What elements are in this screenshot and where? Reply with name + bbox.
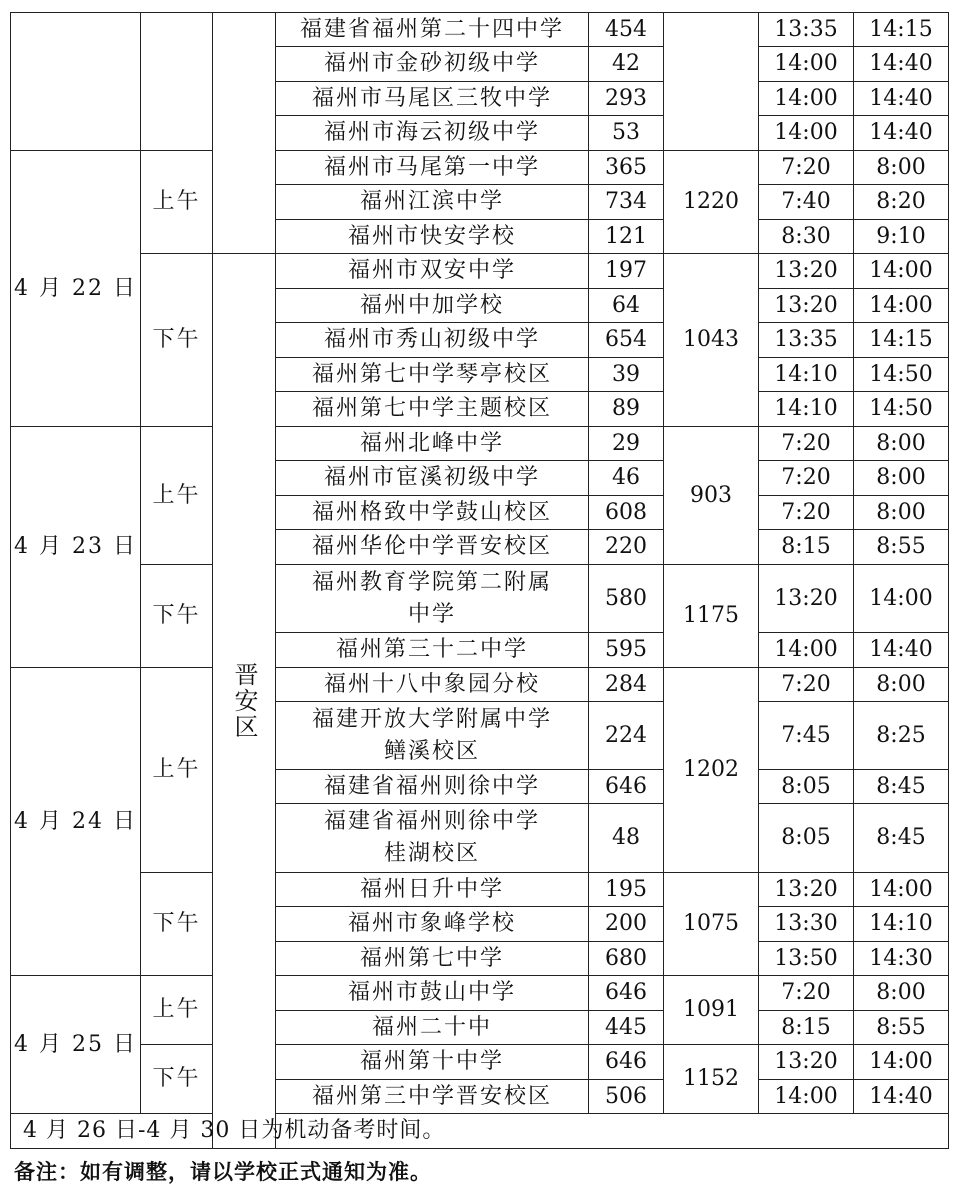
start-time: 14:10 <box>759 392 854 427</box>
school-name: 福州市马尾第一中学 <box>276 151 589 185</box>
school-name: 福州中加学校 <box>276 289 589 323</box>
school-name: 福州第三中学晋安校区 <box>276 1080 589 1114</box>
student-count: 48 <box>589 804 664 873</box>
end-time: 14:40 <box>854 47 949 82</box>
student-count: 195 <box>589 873 664 907</box>
end-time: 8:25 <box>854 702 949 770</box>
school-name: 福州江滨中学 <box>276 185 589 220</box>
school-name-multiline <box>276 804 589 873</box>
end-time: 14:40 <box>854 116 949 151</box>
end-time: 14:00 <box>854 873 949 907</box>
end-time: 14:30 <box>854 942 949 976</box>
end-time: 14:40 <box>854 1080 949 1114</box>
school-name: 福州十八中象园分校 <box>276 668 589 702</box>
school-name-line2: 中学 <box>407 601 456 627</box>
start-time: 8:30 <box>759 220 854 254</box>
subtotal-cell: 1175 <box>664 565 759 668</box>
subtotal-cell-continued <box>664 13 759 151</box>
school-name: 福州市象峰学校 <box>276 907 589 942</box>
period-cell: 上午 <box>141 427 213 565</box>
student-count: 220 <box>589 530 664 565</box>
school-name: 福州市马尾区三牧中学 <box>276 82 589 116</box>
subtotal-cell: 1152 <box>664 1045 759 1114</box>
student-count: 29 <box>589 427 664 461</box>
student-count: 46 <box>589 461 664 496</box>
school-name: 福州华伦中学晋安校区 <box>276 530 589 565</box>
student-count: 53 <box>589 116 664 151</box>
school-name-line1: 福建省福州则徐中学 <box>323 809 540 834</box>
start-time: 7:20 <box>759 427 854 461</box>
student-count: 454 <box>589 13 664 47</box>
start-time: 13:35 <box>759 13 854 47</box>
school-name-line2: 桂湖校区 <box>383 841 480 866</box>
start-time: 7:40 <box>759 185 854 220</box>
end-time: 8:55 <box>854 530 949 565</box>
school-name: 福州市金砂初级中学 <box>276 47 589 82</box>
start-time: 7:20 <box>759 668 854 702</box>
school-name: 福州北峰中学 <box>276 427 589 461</box>
school-name-line2: 鳝溪校区 <box>383 738 480 764</box>
end-time: 8:00 <box>854 976 949 1011</box>
student-count: 64 <box>589 289 664 323</box>
school-name-line1: 福建开放大学附属中学 <box>311 706 552 732</box>
school-name: 福州市宦溪初级中学 <box>276 461 589 496</box>
start-time: 7:20 <box>759 976 854 1011</box>
subtotal-cell: 1220 <box>664 151 759 254</box>
end-time: 8:00 <box>854 151 949 185</box>
school-name: 福州第七中学 <box>276 942 589 976</box>
end-time: 14:00 <box>854 1045 949 1080</box>
end-time: 14:00 <box>854 254 949 289</box>
student-count: 646 <box>589 1045 664 1080</box>
end-time: 14:15 <box>854 13 949 47</box>
date-cell: 4 月 24 日 <box>11 668 141 976</box>
start-time: 8:15 <box>759 1011 854 1045</box>
start-time: 14:00 <box>759 633 854 668</box>
school-name: 福州市双安中学 <box>276 254 589 289</box>
school-name: 福州第七中学琴亭校区 <box>276 358 589 392</box>
date-cell: 4 月 23 日 <box>11 427 141 668</box>
student-count: 680 <box>589 942 664 976</box>
student-count: 89 <box>589 392 664 427</box>
student-count: 734 <box>589 185 664 220</box>
student-count: 42 <box>589 47 664 82</box>
student-count: 608 <box>589 496 664 530</box>
student-count: 197 <box>589 254 664 289</box>
start-time: 14:00 <box>759 1080 854 1114</box>
exam-schedule-table <box>10 12 949 1149</box>
date-cell: 4 月 22 日 <box>11 151 141 427</box>
remark-note: 备注：如有调整，请以学校正式通知为准。 <box>14 1159 432 1184</box>
end-time: 14:50 <box>854 392 949 427</box>
period-cell: 下午 <box>141 873 213 976</box>
end-time: 8:00 <box>854 461 949 496</box>
school-name: 福建省福州则徐中学 <box>276 770 589 804</box>
school-name: 福州日升中学 <box>276 873 589 907</box>
student-count: 654 <box>589 323 664 358</box>
student-count: 595 <box>589 633 664 668</box>
student-count: 445 <box>589 1011 664 1045</box>
period-cell: 上午 <box>141 151 213 254</box>
subtotal-cell: 903 <box>664 427 759 565</box>
end-time: 14:40 <box>854 82 949 116</box>
subtotal-cell: 1075 <box>664 873 759 976</box>
start-time: 7:20 <box>759 151 854 185</box>
start-time: 14:00 <box>759 47 854 82</box>
school-name: 福建省福州第二十四中学 <box>276 13 589 47</box>
date-cell: 4 月 25 日 <box>11 976 141 1114</box>
end-time: 14:00 <box>854 289 949 323</box>
end-time: 14:10 <box>854 907 949 942</box>
period-cell: 下午 <box>141 254 213 427</box>
district-cell: 晋安区 <box>213 254 276 1149</box>
start-time: 14:00 <box>759 82 854 116</box>
start-time: 13:50 <box>759 942 854 976</box>
student-count: 39 <box>589 358 664 392</box>
date-cell-continued <box>11 13 141 151</box>
student-count: 646 <box>589 770 664 804</box>
period-cell: 下午 <box>141 1045 213 1114</box>
start-time: 14:00 <box>759 116 854 151</box>
school-name: 福州市鼓山中学 <box>276 976 589 1011</box>
student-count: 284 <box>589 668 664 702</box>
student-count: 224 <box>589 702 664 770</box>
footer-note: 4 月 26 日-4 月 30 日为机动备考时间。 <box>11 1114 949 1149</box>
start-time: 8:05 <box>759 804 854 873</box>
start-time: 8:15 <box>759 530 854 565</box>
start-time: 13:30 <box>759 907 854 942</box>
school-name: 福州市海云初级中学 <box>276 116 589 151</box>
period-cell: 上午 <box>141 668 213 873</box>
start-time: 8:05 <box>759 770 854 804</box>
school-name: 福州二十中 <box>276 1011 589 1045</box>
school-name: 福州第三十二中学 <box>276 633 589 668</box>
end-time: 9:10 <box>854 220 949 254</box>
start-time: 13:20 <box>759 873 854 907</box>
start-time: 13:20 <box>759 254 854 289</box>
period-cell: 下午 <box>141 565 213 668</box>
district-cell-continued <box>213 13 276 254</box>
school-name-multiline <box>276 702 589 770</box>
end-time: 14:40 <box>854 633 949 668</box>
school-name: 福州市快安学校 <box>276 220 589 254</box>
end-time: 8:00 <box>854 496 949 530</box>
start-time: 14:10 <box>759 358 854 392</box>
school-name: 福州市秀山初级中学 <box>276 323 589 358</box>
end-time: 8:00 <box>854 668 949 702</box>
subtotal-cell: 1043 <box>664 254 759 427</box>
period-cell: 上午 <box>141 976 213 1045</box>
start-time: 7:20 <box>759 496 854 530</box>
end-time: 8:00 <box>854 427 949 461</box>
school-name-line1: 福州教育学院第二附属 <box>311 569 552 595</box>
period-cell-continued <box>141 13 213 151</box>
end-time: 8:20 <box>854 185 949 220</box>
school-name: 福州第十中学 <box>276 1045 589 1080</box>
end-time: 14:00 <box>854 565 949 633</box>
start-time: 13:20 <box>759 1045 854 1080</box>
end-time: 14:50 <box>854 358 949 392</box>
subtotal-cell: 1202 <box>664 668 759 873</box>
end-time: 8:45 <box>854 770 949 804</box>
start-time: 7:20 <box>759 461 854 496</box>
student-count: 506 <box>589 1080 664 1114</box>
start-time: 13:35 <box>759 323 854 358</box>
student-count: 646 <box>589 976 664 1011</box>
start-time: 13:20 <box>759 289 854 323</box>
school-name-multiline <box>276 565 589 633</box>
end-time: 8:55 <box>854 1011 949 1045</box>
student-count: 200 <box>589 907 664 942</box>
student-count: 365 <box>589 151 664 185</box>
school-name: 福州格致中学鼓山校区 <box>276 496 589 530</box>
end-time: 14:15 <box>854 323 949 358</box>
start-time: 13:20 <box>759 565 854 633</box>
student-count: 580 <box>589 565 664 633</box>
school-name: 福州第七中学主题校区 <box>276 392 589 427</box>
student-count: 293 <box>589 82 664 116</box>
end-time: 8:45 <box>854 804 949 873</box>
subtotal-cell: 1091 <box>664 976 759 1045</box>
student-count: 121 <box>589 220 664 254</box>
start-time: 7:45 <box>759 702 854 770</box>
